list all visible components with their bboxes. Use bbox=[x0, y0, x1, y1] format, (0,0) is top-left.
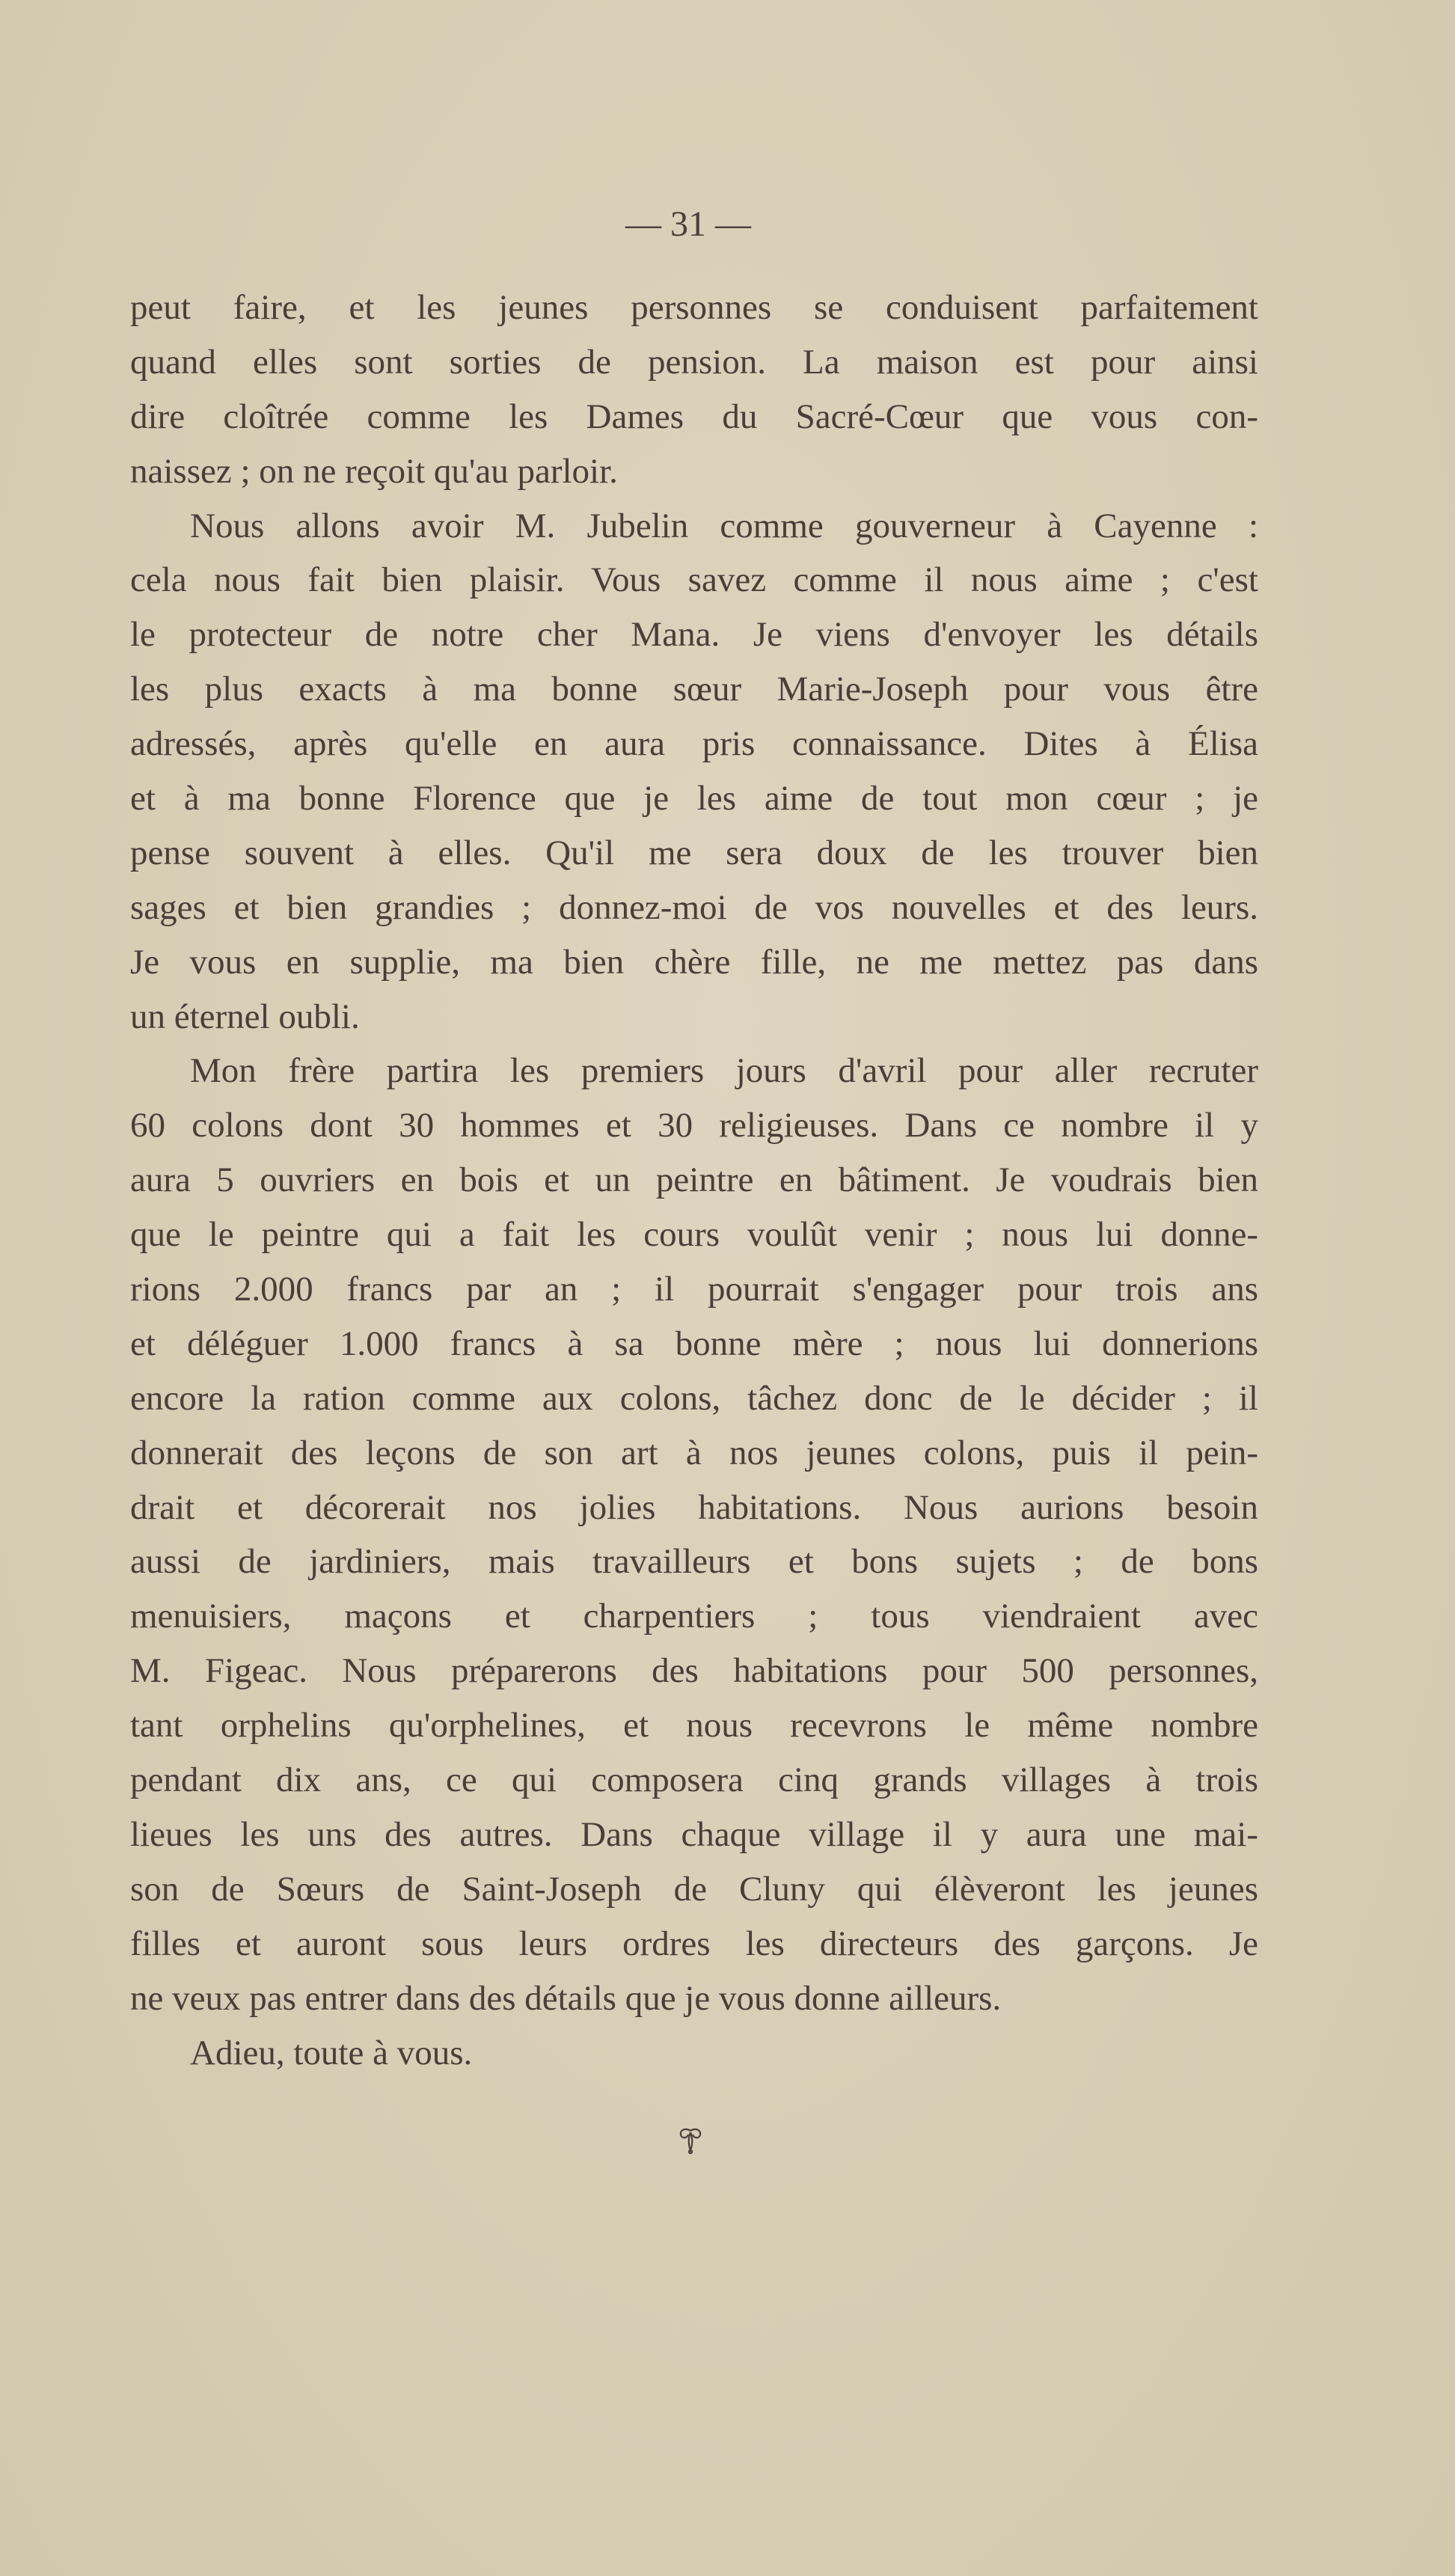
text-line: son de Sœurs de Saint-Joseph de Cluny qui élèveront les jeunes bbox=[130, 1869, 1258, 1909]
text-line: un éternel oubli. bbox=[130, 997, 360, 1036]
text-line: Mon frère partira les premiers jours d'avril pour aller recruter bbox=[190, 1051, 1258, 1091]
text-line: encore la ration comme aux colons, tâchez donc de le décider ; il bbox=[130, 1378, 1258, 1418]
body-text bbox=[130, 281, 1258, 2080]
text-line: M. Figeac. Nous préparerons des habitations pour 500 personnes, bbox=[130, 1651, 1258, 1691]
text-line: pense souvent à elles. Qu'il me sera doux de les trouver bien bbox=[130, 833, 1258, 872]
text-line: naissez ; on ne reçoit qu'au parloir. bbox=[130, 451, 618, 491]
text-line: les plus exacts à ma bonne sœur Marie-Joseph pour vous être bbox=[130, 670, 1258, 709]
paragraph bbox=[130, 281, 1258, 499]
text-line: aussi de jardiniers, mais travailleurs et bons sujets ; de bons bbox=[130, 1542, 1258, 1582]
text-line: pendant dix ans, ce qui composera cinq grands villages à trois bbox=[130, 1760, 1258, 1800]
text-line: et à ma bonne Florence que je les aime de tout mon cœur ; je bbox=[130, 779, 1258, 819]
text-line: que le peintre qui a fait les cours voulût venir ; nous lui donne- bbox=[130, 1215, 1258, 1255]
text-line: Adieu, toute à vous. bbox=[190, 2033, 473, 2072]
paragraph bbox=[130, 1044, 1258, 2025]
fleuron-icon bbox=[672, 2125, 709, 2155]
text-line: cela nous fait bien plaisir. Vous savez comme il nous aime ; c'est bbox=[130, 560, 1258, 600]
page-number: — 31 — bbox=[625, 204, 751, 244]
text-line: quand elles sont sorties de pension. La maison est pour ainsi bbox=[130, 342, 1258, 382]
paragraph bbox=[130, 2026, 1258, 2081]
text-line: donnerait des leçons de son art à nos jeunes colons, puis il pein- bbox=[130, 1433, 1258, 1472]
text-line: tant orphelins qu'orphelines, et nous recevrons le même nombre bbox=[130, 1706, 1258, 1746]
text-line: 60 colons dont 30 hommes et 30 religieuses. Dans ce nombre il y bbox=[130, 1106, 1258, 1145]
text-line: Je vous en supplie, ma bien chère fille, ne me mettez pas dans bbox=[130, 942, 1258, 982]
text-line: filles et auront sous leurs ordres les directeurs des garçons. Je bbox=[130, 1924, 1258, 1963]
text-line: ne veux pas entrer dans des détails que je vous donne ailleurs. bbox=[130, 1978, 1002, 2018]
text-line: et déléguer 1.000 francs à sa bonne mère ; nous lui donnerions bbox=[130, 1324, 1258, 1363]
text-line: peut faire, et les jeunes personnes se conduisent parfaitement bbox=[130, 288, 1258, 327]
text-line: aura 5 ouvriers en bois et un peintre en bâtiment. Je voudrais bien bbox=[130, 1160, 1258, 1200]
text-line: drait et décorerait nos jolies habitations. Nous aurions besoin bbox=[130, 1487, 1258, 1527]
text-line: rions 2.000 francs par an ; il pourrait s'engager pour trois ans bbox=[130, 1270, 1258, 1309]
text-line: dire cloîtrée comme les Dames du Sacré-Cœur que vous con- bbox=[130, 397, 1258, 436]
text-line: lieues les uns des autres. Dans chaque village il y aura une mai- bbox=[130, 1814, 1258, 1854]
text-line: adressés, après qu'elle en aura pris connaissance. Dites à Élisa bbox=[130, 724, 1258, 764]
text-line: Nous allons avoir M. Jubelin comme gouverneur à Cayenne : bbox=[190, 506, 1258, 545]
paragraph bbox=[130, 499, 1258, 1044]
text-line: menuisiers, maçons et charpentiers ; tous viendraient avec bbox=[130, 1597, 1258, 1636]
text-line: sages et bien grandies ; donnez-moi de vos nouvelles et des leurs. bbox=[130, 887, 1258, 927]
text-line: le protecteur de notre cher Mana. Je viens d'envoyer les détails bbox=[130, 615, 1258, 655]
